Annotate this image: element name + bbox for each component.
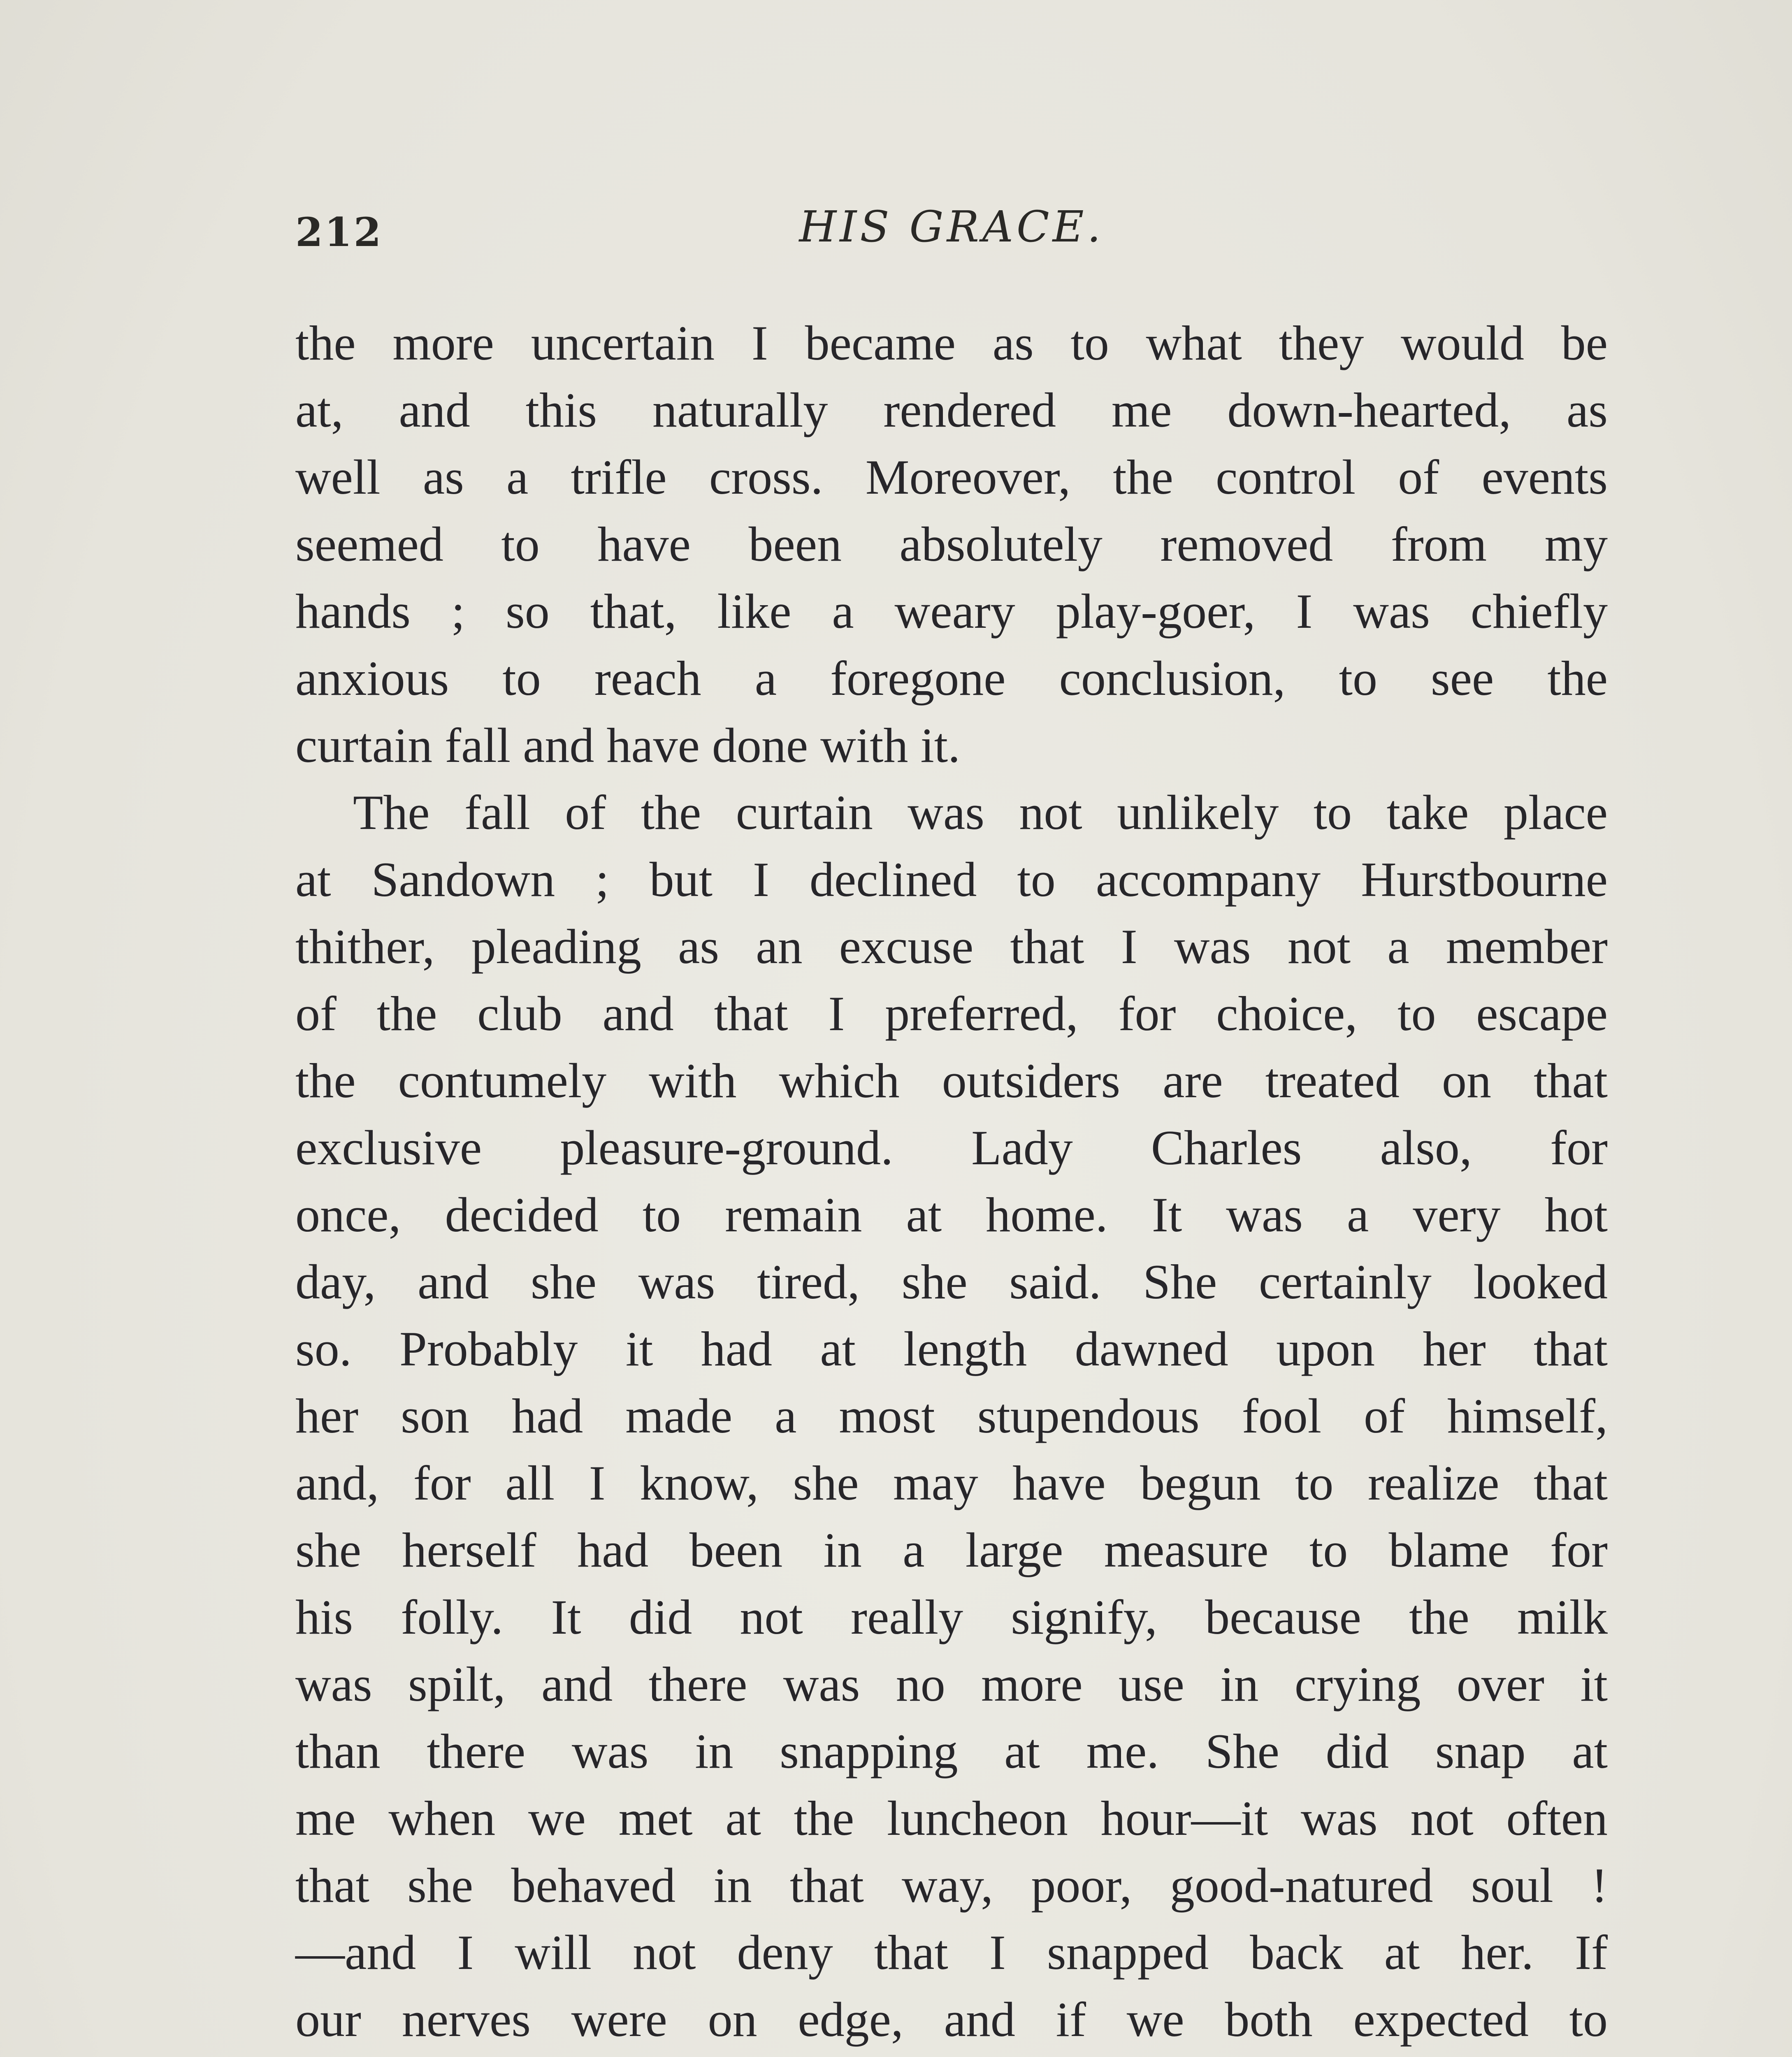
page-number: 212	[295, 209, 383, 255]
text-line: curtain fall and have done with it.	[295, 718, 961, 773]
text-line: so. Probably it had at length dawned upon her that	[295, 1321, 1608, 1376]
paragraph	[295, 779, 1608, 2057]
text-line: hands ; so that, like a weary play-goer, I was chiefly	[295, 584, 1608, 638]
text-line: at Sandown ; but I declined to accompany Hurstbourne	[295, 852, 1608, 907]
text-line: was spilt, and there was no more use in crying over it	[295, 1657, 1608, 1711]
text-line: than there was in snapping at me. She did snap at	[295, 1724, 1608, 1778]
text-line: me when we met at the luncheon hour—it was not often	[295, 1791, 1608, 1846]
page-header	[295, 202, 1608, 259]
text-line: once, decided to remain at home. It was a very hot	[295, 1187, 1608, 1242]
text-line	[295, 2053, 1608, 2057]
text-line: well as a trifle cross. Moreover, the control of events	[295, 450, 1608, 504]
text-line: thither, pleading as an excuse that I was not a member	[295, 919, 1608, 974]
running-head: HIS GRACE.	[799, 202, 1104, 252]
text-line: day, and she was tired, she said. She certainly looked	[295, 1254, 1608, 1309]
text-line: the contumely with which outsiders are treated on that	[295, 1053, 1608, 1108]
body-text	[295, 309, 1608, 2057]
text-line: his folly. It did not really signify, because the milk	[295, 1590, 1608, 1644]
text-line: our nerves were on edge, and if we both expected to	[295, 1992, 1608, 2047]
text-line: at, and this naturally rendered me down-hearted, as	[295, 383, 1608, 437]
text-line: she herself had been in a large measure to blame for	[295, 1523, 1608, 1577]
text-line: the more uncertain I became as to what they would be	[295, 316, 1608, 370]
text-line: seemed to have been absolutely removed from my	[295, 517, 1608, 571]
text-line: her son had made a most stupendous fool of himself,	[295, 1388, 1608, 1443]
text-line: The fall of the curtain was not unlikely to take place	[353, 785, 1608, 840]
text-line: —and I will not deny that I snapped back at her. If	[295, 1925, 1608, 1980]
text-line: anxious to reach a foregone conclusion, to see the	[295, 651, 1608, 706]
text-line: and, for all I know, she may have begun to realize that	[295, 1456, 1608, 1510]
text-line: exclusive pleasure-ground. Lady Charles also, for	[295, 1120, 1608, 1175]
paragraph	[295, 309, 1608, 779]
text-line: that she behaved in that way, poor, good-natured soul !	[295, 1858, 1608, 1913]
text-line: of the club and that I preferred, for choice, to escape	[295, 986, 1608, 1041]
